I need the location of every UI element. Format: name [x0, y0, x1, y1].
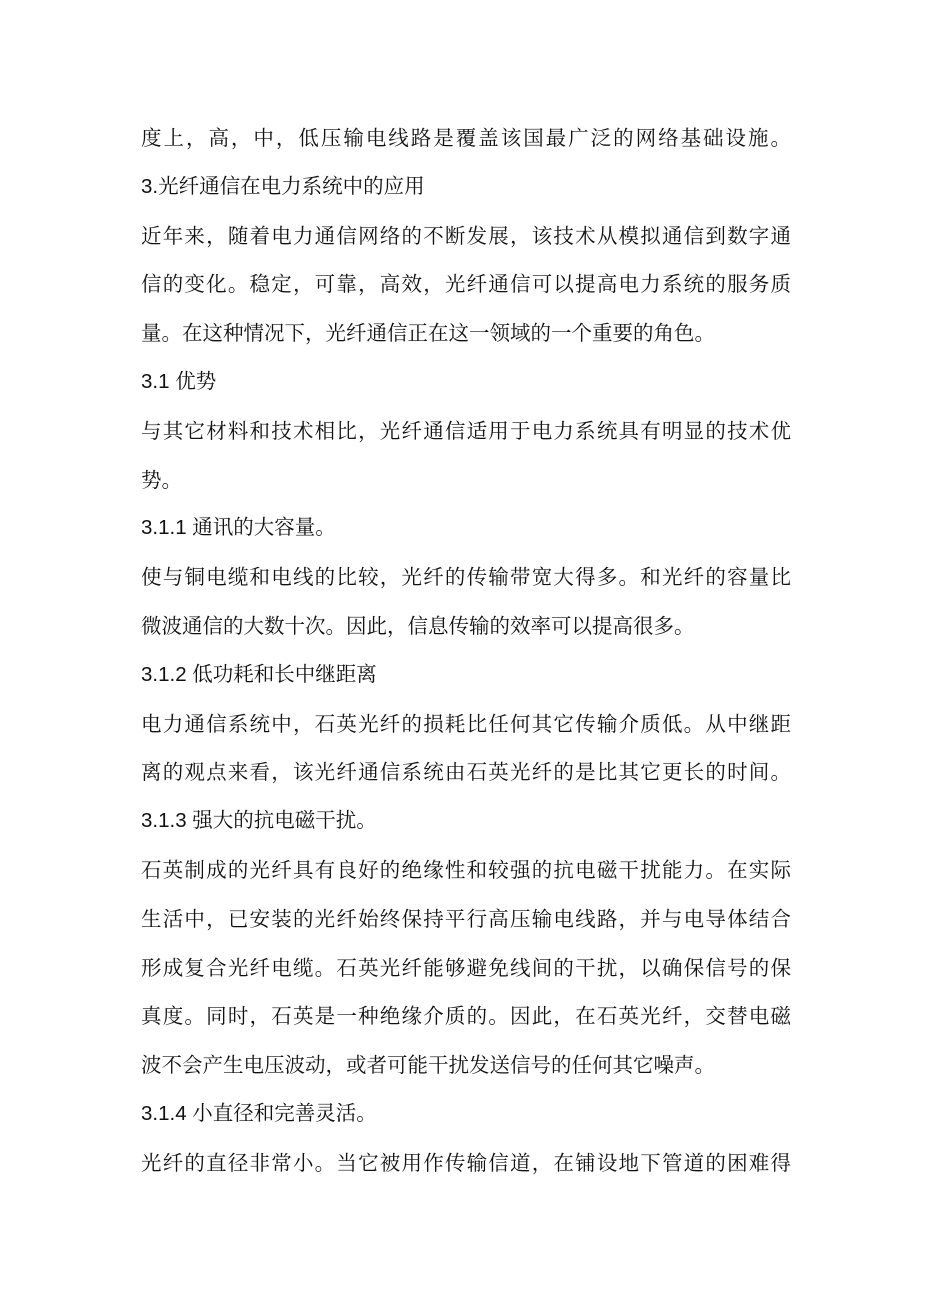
paragraph-line: 生活中，已安装的光纤始终保持平行高压输电线路，并与电导体结合: [141, 906, 791, 931]
paragraph-line: 形成复合光纤电缆。石英光纤能够避免线间的干扰，以确保信号的保: [141, 955, 791, 980]
paragraph-line: 光纤的直径非常小。当它被用作传输信道，在铺设地下管道的困难得: [141, 1150, 791, 1175]
paragraph-line: 离的观点来看，该光纤通信系统由石英光纤的是比其它更长的时间。: [141, 760, 791, 785]
section-heading: 3.1.4 小直径和完善灵活。: [141, 1101, 377, 1125]
paragraph-line: 真度。同时，石英是一种绝缘介质的。因此，在石英光纤，交替电磁: [141, 1004, 791, 1029]
paragraph-line: 电力通信系统中，石英光纤的损耗比任何其它传输介质低。从中继距: [141, 711, 791, 736]
paragraph-line: 石英制成的光纤具有良好的绝缘性和较强的抗电磁干扰能力。在实际: [141, 857, 791, 882]
section-heading: 3.1.1 通讯的大容量。: [141, 516, 336, 540]
paragraph-line: 信的变化。稳定，可靠，高效，光纤通信可以提高电力系统的服务质: [141, 272, 791, 297]
paragraph-line: 势。: [141, 467, 182, 492]
section-heading: 3.1 优势: [141, 369, 217, 393]
paragraph-line: 度上，高，中，低压输电线路是覆盖该国最广泛的网络基础设施。: [141, 126, 791, 150]
paragraph-line: 量。在这种情况下，光纤通信正在这一领域的一个重要的角色。: [141, 321, 715, 346]
section-heading: 3.光纤通信在电力系统中的应用: [141, 174, 425, 198]
section-heading: 3.1.3 强大的抗电磁干扰。: [141, 809, 377, 833]
paragraph-line: 与其它材料和技术相比，光纤通信适用于电力系统具有明显的技术优: [141, 418, 791, 443]
section-heading: 3.1.2 低功耗和长中继距离: [141, 662, 377, 686]
document-body: [141, 118, 791, 1192]
paragraph-line: 近年来，随着电力通信网络的不断发展，该技术从模拟通信到数字通: [141, 223, 791, 248]
paragraph-line: 微波通信的大数十次。因此，信息传输的效率可以提高很多。: [141, 613, 695, 638]
paragraph-line: 波不会产生电压波动，或者可能干扰发送信号的任何其它噪声。: [141, 1053, 715, 1078]
paragraph-line: 使与铜电缆和电线的比较，光纤的传输带宽大得多。和光纤的容量比: [141, 565, 791, 590]
